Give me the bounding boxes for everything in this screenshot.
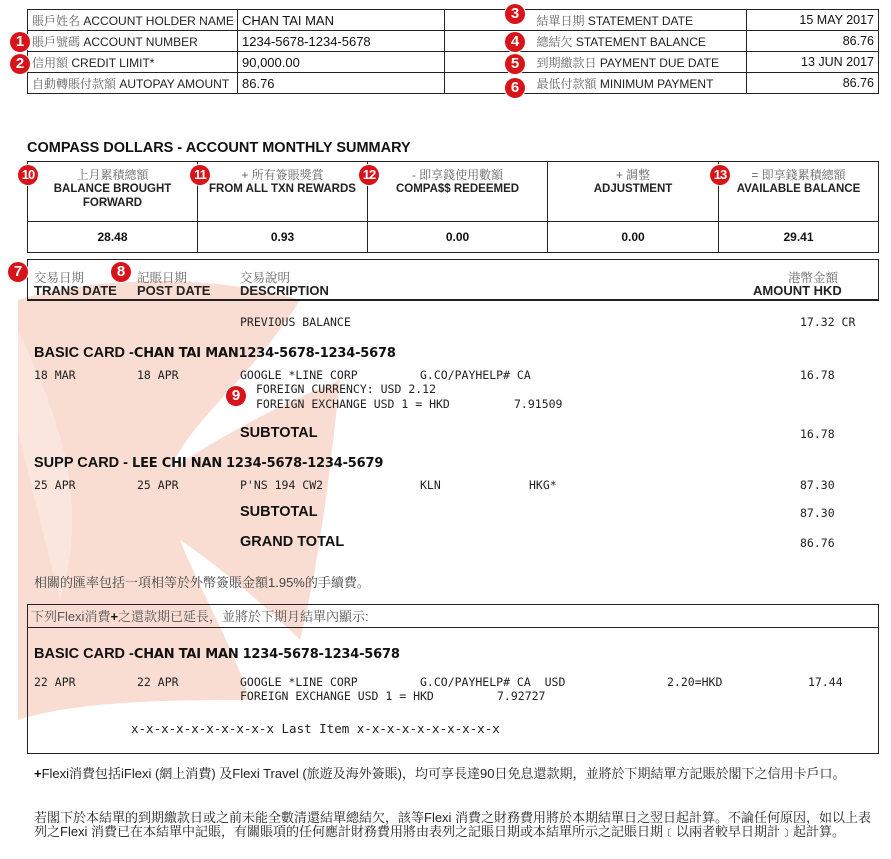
annotation-badge-2: 2 [10,54,30,74]
flexi-header [28,605,878,628]
foreign-exchange-rate: 7.92727 [497,689,546,703]
transaction-amount: 87.30 [800,478,835,492]
autopay-amount-label: AUTOPAY AMOUNT [119,76,230,91]
minimum-payment-label: MINIMUM PAYMENT [599,76,714,91]
trans-date: 18 MAR [34,368,76,382]
statement-date-label: STATEMENT DATE [587,13,693,28]
transactions-header [27,259,879,301]
compass-col-txn-rewards [198,162,368,222]
annotation-badge-13: 13 [710,165,730,185]
amount-header-zh: 港幣金額 [788,271,839,285]
flexi-card-number: 1234-5678-1234-5678 [242,647,400,662]
trans-date-header: TRANS DATE [34,283,117,298]
post-date: 22 APR [137,675,179,689]
flexi-header-post: 之還款期已延長，並將於下期月結單內顯示: [118,609,369,624]
annotation-badge-11: 11 [190,165,210,185]
supp-card-label: SUPP CARD - [34,455,128,471]
previous-balance-label: PREVIOUS BALANCE [240,315,351,329]
account-info-left-table [27,9,445,94]
compass-value-redeemed: 0.00 [368,222,548,253]
annotation-badge-12: 12 [359,165,379,185]
supp-card-number: 1234-5678-1234-5679 [226,456,384,471]
last-item-marker: x-x-x-x-x-x-x-x-x-x Last Item x-x-x-x-x-x-x-x-x-x [131,721,500,736]
account-holder-name-label: ACCOUNT HOLDER NAME [83,13,234,28]
annotation-badge-5: 5 [505,54,525,74]
annotation-badge-4: 4 [505,32,525,52]
basic-card-holder: CHAN TAI MAN [133,346,239,361]
merchant-city: KLN [420,478,441,492]
compass-values-row [28,222,879,253]
compass-value-adjustment: 0.00 [548,222,719,253]
merchant: GOOGLE *LINE CORP [240,675,358,689]
compass-col-balance-brought-forward [28,162,198,222]
merchant: GOOGLE *LINE CORP [240,368,358,382]
statement-balance-label: STATEMENT BALANCE [575,34,706,49]
payment-due-date-label: PAYMENT DUE DATE [599,55,719,70]
compass-header-row [28,162,879,222]
merchant-location: G.CO/PAYHELP# CA USD [420,675,566,689]
compass-col-redeemed [368,162,548,222]
flexi-card-heading [34,646,400,662]
merchant-location: G.CO/PAYHELP# CA [420,368,531,382]
account-number-row [28,31,445,52]
post-date-header: POST DATE [137,283,211,298]
basic-card-heading [34,345,396,361]
compass-col-en: AVAILABLE BALANCE [736,183,861,195]
statement-balance-value: 86.76 [747,31,879,52]
minimum-payment-value: 86.76 [747,73,879,94]
grand-total-amount: 86.76 [800,536,835,550]
statement-date-value: 15 MAY 2017 [747,10,879,31]
plus-icon: + [110,609,119,624]
trans-date: 25 APR [34,478,76,492]
compass-value-available-balance: 29.41 [719,222,879,253]
compass-col-en-2: FORWARD [82,197,143,209]
foreign-amount: 2.20=HKD [667,675,723,689]
annotation-badge-8: 8 [111,262,131,282]
annotation-badge-7: 7 [8,262,28,282]
basic-card-subtotal: 16.78 [800,427,835,441]
label-zh: 自動轉賬付款額 [32,76,117,91]
annotation-badge-6: 6 [505,78,525,98]
foreign-exchange-label: FOREIGN EXCHANGE USD 1 = HKD [256,397,450,411]
plus-icon: + [34,766,42,781]
transaction-amount: 17.44 [808,675,843,689]
compass-col-en: COMPA$$ REDEEMED [395,183,520,195]
foreign-currency: FOREIGN CURRENCY: USD 2.12 [256,382,437,396]
account-holder-name-row [28,10,445,31]
fx-fee-note: 相關的匯率包括一項相等於外幣簽賬金額1.95%的手續費。 [34,575,370,590]
autopay-amount-row [28,73,445,94]
payment-due-date-value: 13 JUN 2017 [747,52,879,73]
label-zh: 賬戶姓名 [32,13,81,28]
post-date: 25 APR [137,478,179,492]
merchant: P'NS 194 CW2 [240,478,324,492]
amount-header: AMOUNT HKD [753,283,842,298]
label-zh: 最低付款額 [536,76,597,91]
finance-charge-footnote: 若閣下於本結單的到期繳款日或之前未能全數清還結單總結欠，該等Flexi 消費之財務費用將於本期結單日之翌日起計算。不論任何原因，如以上表列之Flexi 消費已在本結單中記賬，有關賬項的任何應計財務費用將由表列之記賬日期或本結單所示之記賬日期﹝以兩者較早日期計﹞起計算。 [34,810,872,839]
post-date: 18 APR [137,368,179,382]
trans-date-header-zh: 交易日期 [34,271,85,285]
compass-summary-table [27,161,879,253]
label-zh: 總結欠 [536,34,573,49]
compass-col-en: BALANCE BROUGHT [53,183,172,195]
description-header: DESCRIPTION [240,283,329,298]
description-header-zh: 交易說明 [240,271,291,285]
annotation-badge-9: 9 [226,386,246,406]
autopay-amount-value: 86.76 [238,73,445,94]
flexi-footnote-text: Flexi消費包括iFlexi (網上消費) 及Flexi Travel (旅遊及海外簽賬)，均可享長達90日免息還款期，並將於下期結單方記賬於閣下之信用卡戶口。 [41,766,846,781]
compass-col-zh: + 所有簽賬獎賞 [241,168,324,182]
foreign-exchange-rate: 7.91509 [514,397,563,411]
flexi-header-pre: 下列Flexi消費 [31,609,111,624]
account-number-value: 1234-5678-1234-5678 [238,31,445,52]
transaction-amount: 16.78 [800,368,835,382]
compass-col-zh: + 調整 [615,168,651,182]
compass-col-available-balance [719,162,879,222]
account-number-label: ACCOUNT NUMBER [83,34,198,49]
flexi-footnote [34,767,874,781]
supp-card-subtotal: 87.30 [800,506,835,520]
supp-card-subtotal-label: SUBTOTAL [240,504,318,520]
annotation-badge-10: 10 [18,165,38,185]
annotation-badge-1: 1 [10,32,30,52]
credit-limit-label: CREDIT LIMIT* [71,55,155,70]
compass-value-txn-rewards: 0.93 [198,222,368,253]
merchant-country: HKG* [529,478,557,492]
previous-balance-amount: 17.32 CR [800,315,856,329]
basic-card-number: 1234-5678-1234-5678 [238,346,396,361]
basic-card-label: BASIC CARD - [34,345,134,361]
compass-col-zh: 上月累積總額 [76,168,149,182]
label-zh: 到期繳款日 [536,55,597,70]
label-zh: 結單日期 [536,13,585,28]
trans-date: 22 APR [34,675,76,689]
compass-col-en: ADJUSTMENT [593,183,673,195]
compass-col-adjustment [548,162,719,222]
compass-col-en: FROM ALL TXN REWARDS [209,183,356,195]
supp-card-holder: LEE CHI NAN [132,456,223,471]
compass-col-zh: - 即享錢使用數額 [411,168,504,182]
label-zh: 賬戶號碼 [32,34,81,49]
foreign-exchange-label: FOREIGN EXCHANGE USD 1 = HKD [240,689,434,703]
compass-col-zh: = 即享錢累積總額 [751,168,846,182]
compass-summary-title: COMPASS DOLLARS - ACCOUNT MONTHLY SUMMARY [27,140,411,156]
supp-card-heading [34,455,383,471]
annotation-badge-3: 3 [505,4,525,24]
credit-limit-value: 90,000.00 [238,52,445,73]
account-holder-name-value: CHAN TAI MAN [238,10,445,31]
grand-total-label: GRAND TOTAL [240,534,345,550]
compass-value-balance-brought-forward: 28.48 [28,222,198,253]
credit-limit-row [28,52,445,73]
label-zh: 信用額 [32,55,69,70]
post-date-header-zh: 記賬日期 [137,271,188,285]
flexi-card-label: BASIC CARD - [34,646,134,662]
flexi-card-holder: CHAN TAI MAN [133,647,239,662]
basic-card-subtotal-label: SUBTOTAL [240,425,318,441]
